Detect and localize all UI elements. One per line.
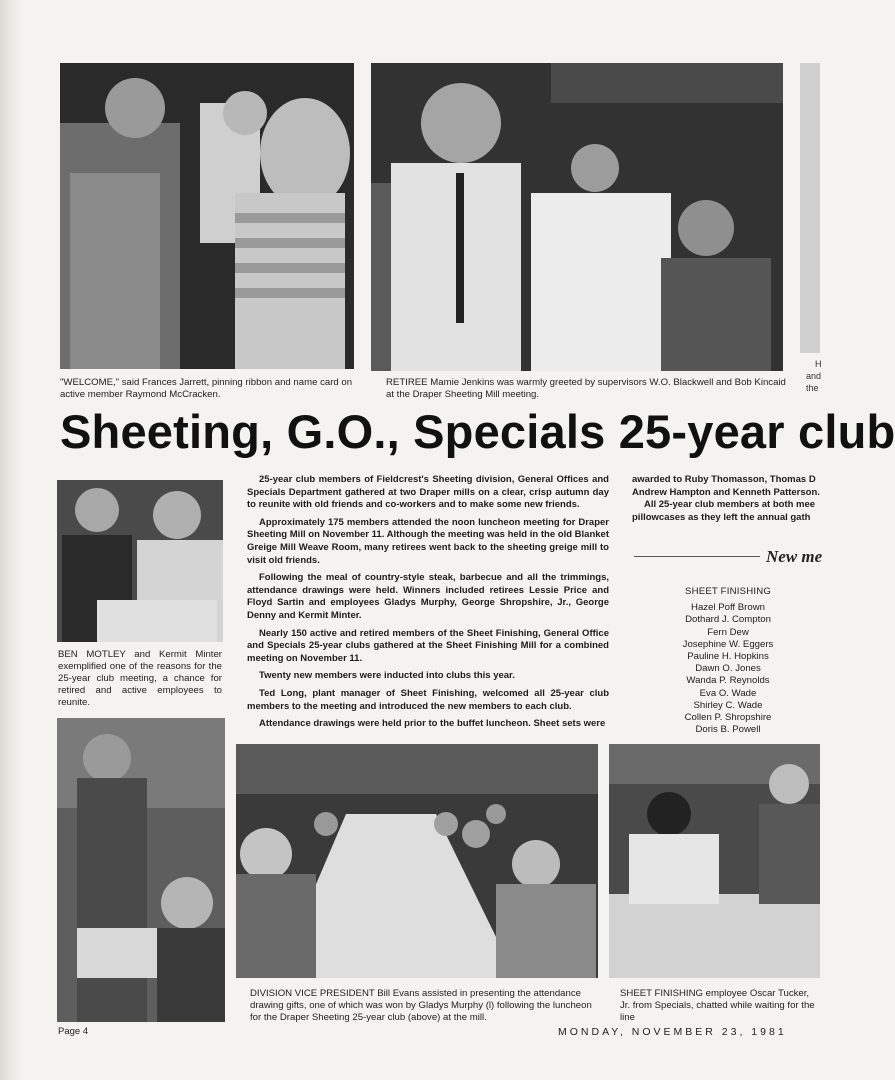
article-paragraph: 25-year club members of Fieldcrest's Sheeting division, General Offices and Specials Department gathered at two Draper mills on a clear, crisp autumn day to reunite with old friends and co-workers and to make some new friends. <box>247 474 609 511</box>
photo-tucker <box>609 744 820 978</box>
roster-name: Dawn O. Jones <box>695 663 761 675</box>
article-paragraph: Attendance drawings were held prior to the buffet luncheon. Sheet sets were <box>259 718 606 730</box>
photo-luncheon <box>236 744 598 978</box>
caption-motley: BEN MOTLEY and Kermit Minter exemplified one of the reasons for the 25-year club meeting, a chance for retired and active employees to reunite. <box>58 649 222 708</box>
roster-name: Wanda P. Reynolds <box>686 675 770 687</box>
new-members-roster <box>640 586 816 736</box>
caption-retiree: RETIREE Mamie Jenkins was warmly greeted by supervisors W.O. Blackwell and Bob Kincaid at the Draper Sheeting Mill meeting. <box>386 377 786 400</box>
roster-name: Hazel Poff Brown <box>691 602 765 614</box>
side-snippet-2: and <box>806 371 822 381</box>
headline: Sheeting, G.O., Specials 25-year club <box>60 405 895 458</box>
article-paragraph: Following the meal of country-style steak, barbecue and all the trimmings, attendance drawings were held. Winners included retirees Lessie Price and Floyd Sartin and employees Gladys Murphy, George Shropshire, Jr., George Denny and Kermit Minter. <box>247 572 609 621</box>
photo-retiree <box>371 63 783 371</box>
article-paragraph: Approximately 175 members attended the noon luncheon meeting for Draper Sheeting Mill on November 11. Although the meeting was held in the old Blanket Greige Mill Weave Room, many retirees went back to the sheeting greige mill to visit old friends. <box>247 516 609 566</box>
roster-name: Dothard J. Compton <box>685 614 771 626</box>
side-snippet-3: the <box>806 383 819 393</box>
page-number: Page 4 <box>58 1026 89 1037</box>
roster-name: Josephine W. Eggers <box>682 638 774 650</box>
new-members-heading: New me <box>766 547 823 566</box>
article-paragraph: Twenty new members were inducted into clubs this year. <box>259 670 515 682</box>
article-paragraph: Nearly 150 active and retired members of the Sheet Finishing, General Office and Specials 25-year clubs gathered at the Sheet Finishing Mill for a combined meeting on November 11. <box>247 627 609 664</box>
caption-tucker: SHEET FINISHING employee Oscar Tucker, Jr. from Specials, chatted while waiting for the line <box>620 988 815 1023</box>
roster-name: Fern Dew <box>707 626 749 638</box>
photo-motley <box>57 480 223 642</box>
article-paragraph: Ted Long, plant manager of Sheet Finishing, welcomed all 25-year club members to the meeting and introduced the new members to each club. <box>247 687 609 712</box>
roster-name: Collen P. Shropshire <box>684 712 772 724</box>
roster-name: Eva O. Wade <box>699 687 757 699</box>
article-paragraph: awarded to Ruby Thomasson, Thomas D Andrew Hampton and Kenneth Patterson. <box>632 474 820 498</box>
roster-group-title: SHEET FINISHING <box>685 586 771 597</box>
photo-welcome <box>60 63 354 369</box>
roster-name: Shirley C. Wade <box>693 699 763 711</box>
article-column-2 <box>632 474 820 526</box>
article-paragraph: All 25-year club members at both mee pillowcases as they left the annual gath <box>632 499 816 523</box>
article-column-1 <box>247 474 609 736</box>
roster-name: Pauline H. Hopkins <box>687 651 769 663</box>
issue-date: MONDAY, NOVEMBER 23, 1981 <box>558 1026 787 1038</box>
side-snippet-1: H <box>815 359 822 369</box>
photo-edge-sliver <box>800 63 820 353</box>
section-rule <box>634 556 760 557</box>
caption-evans: DIVISION VICE PRESIDENT Bill Evans assisted in presenting the attendance drawing gifts, one of which was won by Gladys Murphy (l) following the luncheon for the Draper Sheeting 25-year club (above) at the mill. <box>250 988 592 1023</box>
caption-welcome: "WELCOME," said Frances Jarrett, pinning ribbon and name card on active member Raymond McCracken. <box>60 377 353 400</box>
photo-evans <box>57 718 225 1022</box>
page-edge <box>0 0 22 1080</box>
roster-name: Doris B. Powell <box>695 724 761 736</box>
